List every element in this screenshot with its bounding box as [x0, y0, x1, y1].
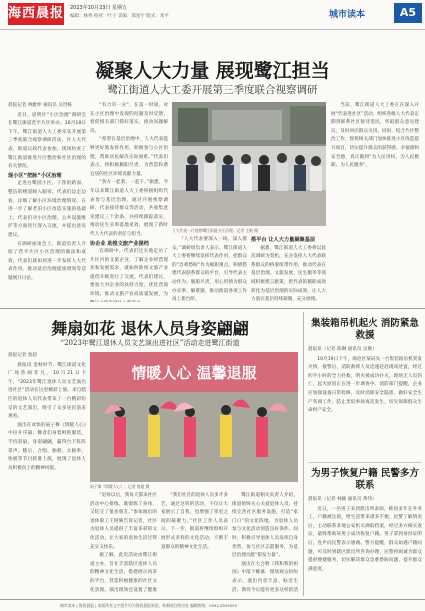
- story2-photo-image: [90, 352, 298, 482]
- story2-paragraph: “我们社区的退休人员多才多艺，通过这样的活动，不仅让大家展示了自我，也增强了邻里之间的凝聚力。”社区工作人员表示，下一步，街道将继续组织开展形式多样的文化活动，不断丰富群众的精神文化生活。: [161, 493, 228, 550]
- side1-byline: 晨报讯（记者 陈琳 通讯员 吴敏）: [308, 347, 377, 352]
- side1-headline: 集装箱吊机起火 消防紧急救援: [311, 318, 419, 341]
- story1-photo-image: [172, 102, 326, 226]
- story1-photo: [172, 102, 326, 226]
- story2-column-2: [90, 492, 157, 595]
- story1-paragraph: “人大代表要深入一线、深入群众，”调研组负责人表示，鹭江街道人大工委将继续发挥代表作用，把群众的“急难愁盼”作为履职重点，积极搭建代表联系群众的平台，引导代表主动作为、履职尽责，用心用情为群众办实事、解难题，推动街道各项工作再上新台阶。: [172, 237, 247, 302]
- section-name: 城市读本: [329, 10, 366, 20]
- story1-subhead-b: 协企业 助推文旅产业提档: [90, 240, 149, 247]
- story1-column-4: [251, 236, 326, 302]
- story1-paragraph: 当前，鹭江街道人大工委正在深入开展“代表进社区”活动，组织各级人大代表定期到联系社区接待选民，听取群众意见建议，及时回应群众关切。同时，结合片区整治工作，督促相关部门加快推进小区改造提升项目，切实提升群众的获得感、幸福感和安全感，真正做到“为人民用权、为人民履职、为人民服务”。: [331, 103, 419, 169]
- story1-column-3: [172, 236, 247, 302]
- story1-photo-caption: 人大代表一行视察鹭江街道小区治理。记者 王帆 摄: [172, 228, 258, 233]
- story2-paragraph: 晨报讯 金秋时节，鹭江街道文化广场热闹非凡。10月21日下午，“2023年鹭江退休人员文艺演出进社区”活动在这里精彩上演，来自辖区的退休人员代表带来了一台精彩纷呈的文艺演出，吸引了众多居民前来观看。: [8, 362, 86, 420]
- sidebar-divider: [303, 312, 304, 596]
- side2-headline: 为男子恢复户籍 民警多方联系: [311, 468, 419, 491]
- story1-paragraph: 在调研座谈会上，街道负责人介绍了营平片区小区治理的做法和成效，代表们就如何进一步发挥人大代表作用、推动基层治理提质增效等话题展开讨论。: [8, 241, 86, 281]
- story2-byline: 晨报记者 詹超: [8, 353, 38, 358]
- story2-photo: [90, 352, 298, 482]
- side1-body: [308, 346, 422, 458]
- story2-column-1: [8, 352, 86, 595]
- story1-column-2: [90, 102, 168, 302]
- editor-credits: 编辑：林秀 校对：叶子 美编：邱星宇 版式：邓平: [70, 14, 169, 19]
- story1-paragraph: 近日，思明区“小区治理”调研会在鹭江街道营平片区举办。10月18日下午，鹭江街道人大工委牵头开展第三季度联合视察调研活动，区人大代表、街道议政代表参加，现场检查了鹭江街道推进片区整治和社区治理的有关情况。: [8, 112, 86, 170]
- story2-photo-caption: 扇子舞《情暖人心》。记者 詹超 摄: [90, 484, 150, 489]
- side1-text: 10月19日下午，海沧区某码头一台集装箱吊机突发火情。接警后，消防救援人员迅速赶赴现场处置，经过约半小时的全力扑救，明火被成功扑灭。现场无人员伤亡，起火原因正在进一步调查中。消防部门提醒，企业应加强设备日常检修，及时消除安全隐患，做好安全生产各项工作，防止类似事故再次发生，切实保障群众生命财产安全。: [308, 356, 422, 414]
- story1-headline: 凝聚人大力量 展现鹭江担当: [95, 60, 330, 82]
- story2-paragraph: 演出在大合唱《我和我的祖国》中落下帷幕，现场观众纷纷表示，演出内容丰富、贴近生活，期待今后能有更多这样的活: [232, 561, 298, 593]
- newspaper-logo: 海西晨报: [8, 3, 64, 25]
- side2-text: 近日，一名男子来到派出所求助，称因多年在外务工，户籍被注销，给生活带来诸多不便。民警了解情况后，主动联系多地公安机关调取档案，经过多方核实查证，最终帮助该男子成功恢复户籍。男子拿到身份证明后，连声向民警表示感谢。警方提醒，群众如遇户籍问题，可及时到辖区派出所咨询办理，民警将竭诚为群众提供便捷服务，切实解决群众急难愁盼问题，提升群众满意度。: [308, 506, 422, 572]
- story1-paragraph: 走进白鹭园小区，干净的路面、整洁的楼道映入眼帘。代表们边走边看，详细了解小区环境治理情况。在进一步了解老旧小区改造实施的基础上，代表们对小区治理、公共设施维护等方面进行深入交流，并提出意见建议。: [8, 181, 86, 238]
- story1-paragraph: “各方一起着，一起干。”据悉，今年以来鹭江街道人大工委积极组织代表参与基层治理，通过开展视察调研、代表接待群众等活动，共收集意见建议三十余条，并持续跟踪落实，推动民生实事落地见效，展现了新时代人大代表的责任与担当。: [90, 180, 168, 237]
- story2-headline: 舞扇如花 退休人员身姿翩翩: [51, 319, 249, 338]
- side2-byline: 晨报讯（记者 林颖 通讯员 黄伟）: [308, 497, 377, 502]
- story1-column-5: [331, 102, 419, 302]
- story2-column-4: [232, 492, 298, 595]
- story1-subhead-a: 现小区“把脉”小区治理: [8, 172, 62, 179]
- page-number: A5: [394, 3, 422, 23]
- story1-subhead-c: 搭平台 让人大力量凝聚基层: [251, 237, 316, 243]
- story2-subheadline: “2023年鹭江退休人员文艺演出进社区”活动走进鹭江街道: [60, 339, 240, 347]
- masthead: [0, 0, 425, 30]
- sidebar-rule: [308, 462, 422, 463]
- story1-column-1: [8, 102, 86, 302]
- story1-paragraph: 据悉，鹭江街道人大工委将以此次调研为契机，充分发挥人大代表联系群众的桥梁纽带作用，推动代表在基层治理、文旅发展、民生服务等领域积极建言献策，把代表的履职成效转化为基层治理的实际成效，让人大力量在基层持续凝聚、充分展现。: [251, 245, 326, 302]
- story1-paragraph: 在调研中，代表们还实地走访了片区内的文旅企业，了解企业经营现状和发展需求，就如何助推文旅产业提档升级进行了交流。代表们建议，要加大对企业的扶持力度，优化营商环境，推动文旅产业高质量发展，为: [90, 249, 168, 298]
- story2-column-3: [161, 492, 228, 595]
- story2-paragraph: 据了解，此次活动由鹭江街道主办，旨在丰富辖区退休人员的精神文化生活，搭建展示风采的平台，营造积极健康的社区文化氛围。演出现场还设置了健康: [90, 553, 157, 593]
- page-footer: 城市读本 | 海西晨报 | 本版所有文字图片均为海西晨报原创，转载请注明出处 编辑热线：0592-5555555: [0, 599, 425, 611]
- side2-body: [308, 496, 422, 596]
- issue-date: 2023年10月23日 星期五: [70, 5, 128, 11]
- story2-paragraph: 演出在欢快的扇子舞《情暖人心》中拉开序幕，舞者们身着鲜艳服装，手持彩扇，身姿翩翩，赢得台下阵阵掌声。随后，合唱、独唱、太极拳、快板等节目轮番上演，展现了退休人员积极向上的精神风貌。: [8, 422, 86, 471]
- story2-paragraph: “退休以后，我每天都来社区活动中心排练，既锻炼了身体，又结交了很多朋友。”参加演出的退休职工王阿姨告诉记者，社区为退休人员提供了丰富多彩的文化活动，让大家的退休生活过得充实又快乐。: [90, 493, 157, 550]
- story1-byline: 晨报记者 林雅仲 通讯员 吴世栋: [8, 103, 73, 108]
- story1-paragraph: “有合有一分”，在第一时间，对在小区治理中发现的问题及时反馈，督促相关部门抓好落实，推动问题解决。: [90, 103, 168, 134]
- story1-subheadline: 鹭江街道人大工委开展第三季度联合视察调研: [107, 84, 318, 96]
- stage-banner-text: 情暖人心 温馨退服: [131, 364, 257, 382]
- section-divider: [0, 308, 425, 309]
- story2-paragraph: 鹭江街道相关负责人介绍，街道始终关心关爱退休人员，持续完善社区服务设施，打造“家门口”的文化阵地，为退休人员参与文化活动创造良好条件。同时，积极引导退休人员发挥自身优势，参与社区志愿服务，为基层治理贡献“银发力量”。: [232, 493, 298, 559]
- story1-paragraph: “希望在基层治理中，人大代表能够更好地发挥作用，积极参与小区治理，帮助居民解决实际困难。”代表们表示，将积极履职尽责，为营造和谐宜居的社区环境贡献力量。: [90, 137, 168, 177]
